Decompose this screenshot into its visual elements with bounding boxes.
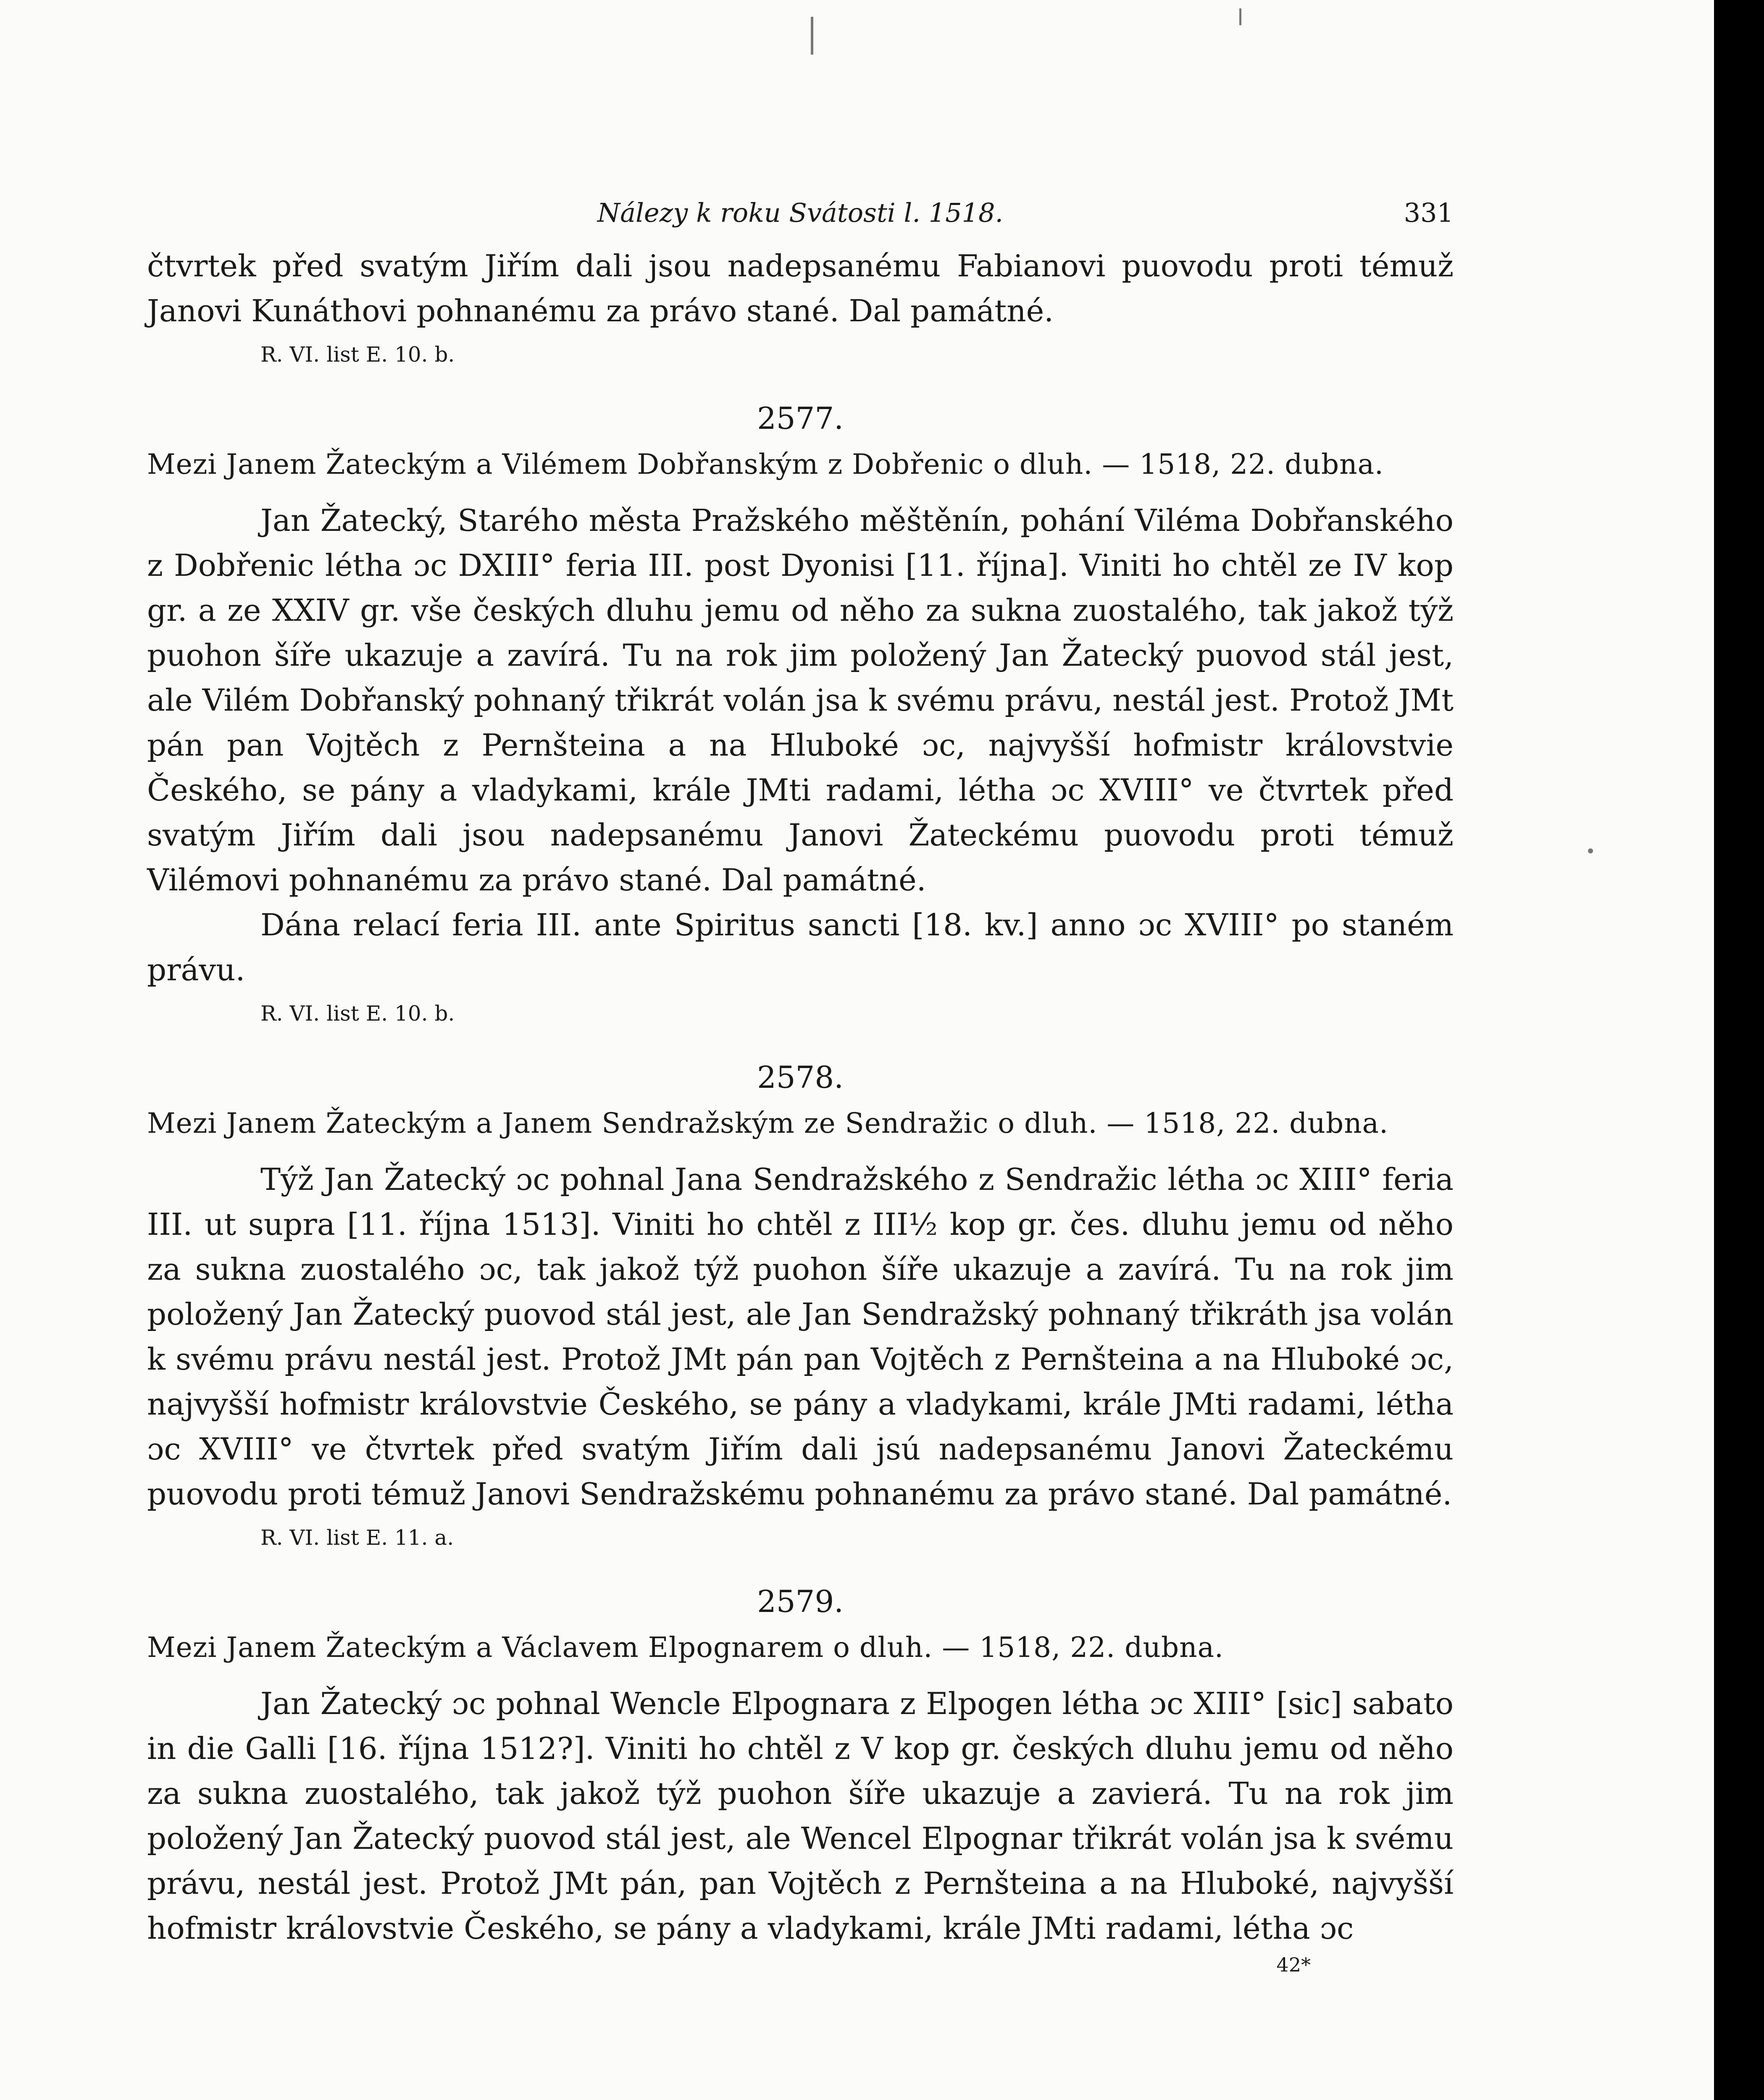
running-head [147, 181, 1454, 244]
entry-heading: Mezi Janem Žateckým a Janem Sendražským ze Sendražic o dluh. — 1518, 22. dubna. [147, 1107, 1388, 1139]
scan-speck [1239, 8, 1241, 25]
continuation-paragraph: čtvrtek před svatým Jiřím dali jsou nadepsanému Fabianovi puovodu proti témuž Janovi Kunáthovi pohnanému za právo stané. Dal památné. [147, 248, 1454, 328]
entry-2577 [147, 397, 1454, 1031]
entry-paragraph: Dána relací feria III. ante Spiritus sancti [18. kv.] anno ɔc XVIII° po staném právu. [147, 907, 1454, 987]
entry-paragraph: Jan Žatecký ɔc pohnal Wencle Elpognara z Elpogen létha ɔc XIII° [sic] sabato in die Galli [16. října 1512?]. Viniti ho chtěl z V kop gr. českých dluhu jemu od něho za sukna zuostalého, tak jakož týž puohon šíře ukazuje a zavierá. Tu na rok jim položený Jan Žatecký puovod stál jest, ale Wencel Elpognar třikrát volán jsa k svému právu, nestál jest. Protož JMt pán, pan Vojtěch z Pernšteina a na Hluboké, najvyšší hofmistr královstvie Českého, se pány a vladykami, krále JMti radami, létha ɔc [147, 1686, 1454, 1946]
entry-heading: Mezi Janem Žateckým a Vilémem Dobřanským z Dobřenic o dluh. — 1518, 22. dubna. [147, 448, 1384, 480]
entry-number: 2579. [757, 1584, 844, 1619]
scan-speck [811, 17, 813, 55]
entry-heading: Mezi Janem Žateckým a Václavem Elpognarem o dluh. — 1518, 22. dubna. [147, 1631, 1224, 1664]
entry-number: 2578. [757, 1060, 844, 1095]
text-column [147, 181, 1454, 1976]
entry-number: 2577. [757, 401, 844, 436]
entry-paragraph: Jan Žatecký, Starého města Pražského měštěnín, pohání Viléma Dobřanského z Dobřenic létha ɔc DXIII° feria III. post Dyonisi [11. října]. Viniti ho chtěl ze IV kop gr. a ze XXIV gr. vše českých dluhu jemu od něho za sukna zuostalého, tak jakož týž puohon šíře ukazuje a zavírá. Tu na rok jim položený Jan Žatecký puovod stál jest, ale Vilém Dobřanský pohnaný třikrát volán jsa k svému právu, nestál jest. Protož JMt pán pan Vojtěch z Pernšteina a na Hluboké ɔc, najvyšší hofmistr královstvie Českého, se pány a vladykami, krále JMti radami, létha ɔc XVIII° ve čtvrtek před svatým Jiřím dali jsou nadepsanému Janovi Žateckému puovodu proti témuž Vilémovi pohnanému za právo stané. Dal památné. [147, 503, 1454, 898]
entry-2579 [147, 1580, 1454, 1951]
page-number: 331 [1404, 197, 1454, 228]
entry-2578 [147, 1056, 1454, 1555]
signature-mark: 42* [1276, 1953, 1311, 1976]
source-reference: R. VI. list E. 11. a. [260, 1525, 454, 1550]
source-reference: R. VI. list E. 10. b. [260, 342, 455, 367]
source-reference: R. VI. list E. 10. b. [260, 1001, 455, 1026]
running-title: Nálezy k roku Svátosti l. 1518. [597, 197, 1004, 228]
entry-paragraph: Týž Jan Žatecký ɔc pohnal Jana Sendražského z Sendražic létha ɔc XIII° feria III. ut supra [11. října 1513]. Viniti ho chtěl z III½ kop gr. čes. dluhu jemu od něho za sukna zuostalého ɔc, tak jakož týž puohon šíře ukazuje a zavírá. Tu na rok jim položený Jan Žatecký puovod stál jest, ale Jan Sendražský pohnaný třikráth jsa volán k svému právu nestál jest. Protož JMt pán pan Vojtěch z Pernšteina a na Hluboké ɔc, najvyšší hofmistr královstvie Českého, se pány a vladykami, krále JMti radami, létha ɔc XVIII° ve čtvrtek před svatým Jiřím dali jsú nadepsanému Janovi Žateckému puovodu proti témuž Janovi Sendražskému pohnanému za právo stané. Dal památné. [147, 1162, 1454, 1512]
scan-edge [1714, 0, 1764, 2100]
scan-speck [1588, 848, 1593, 853]
